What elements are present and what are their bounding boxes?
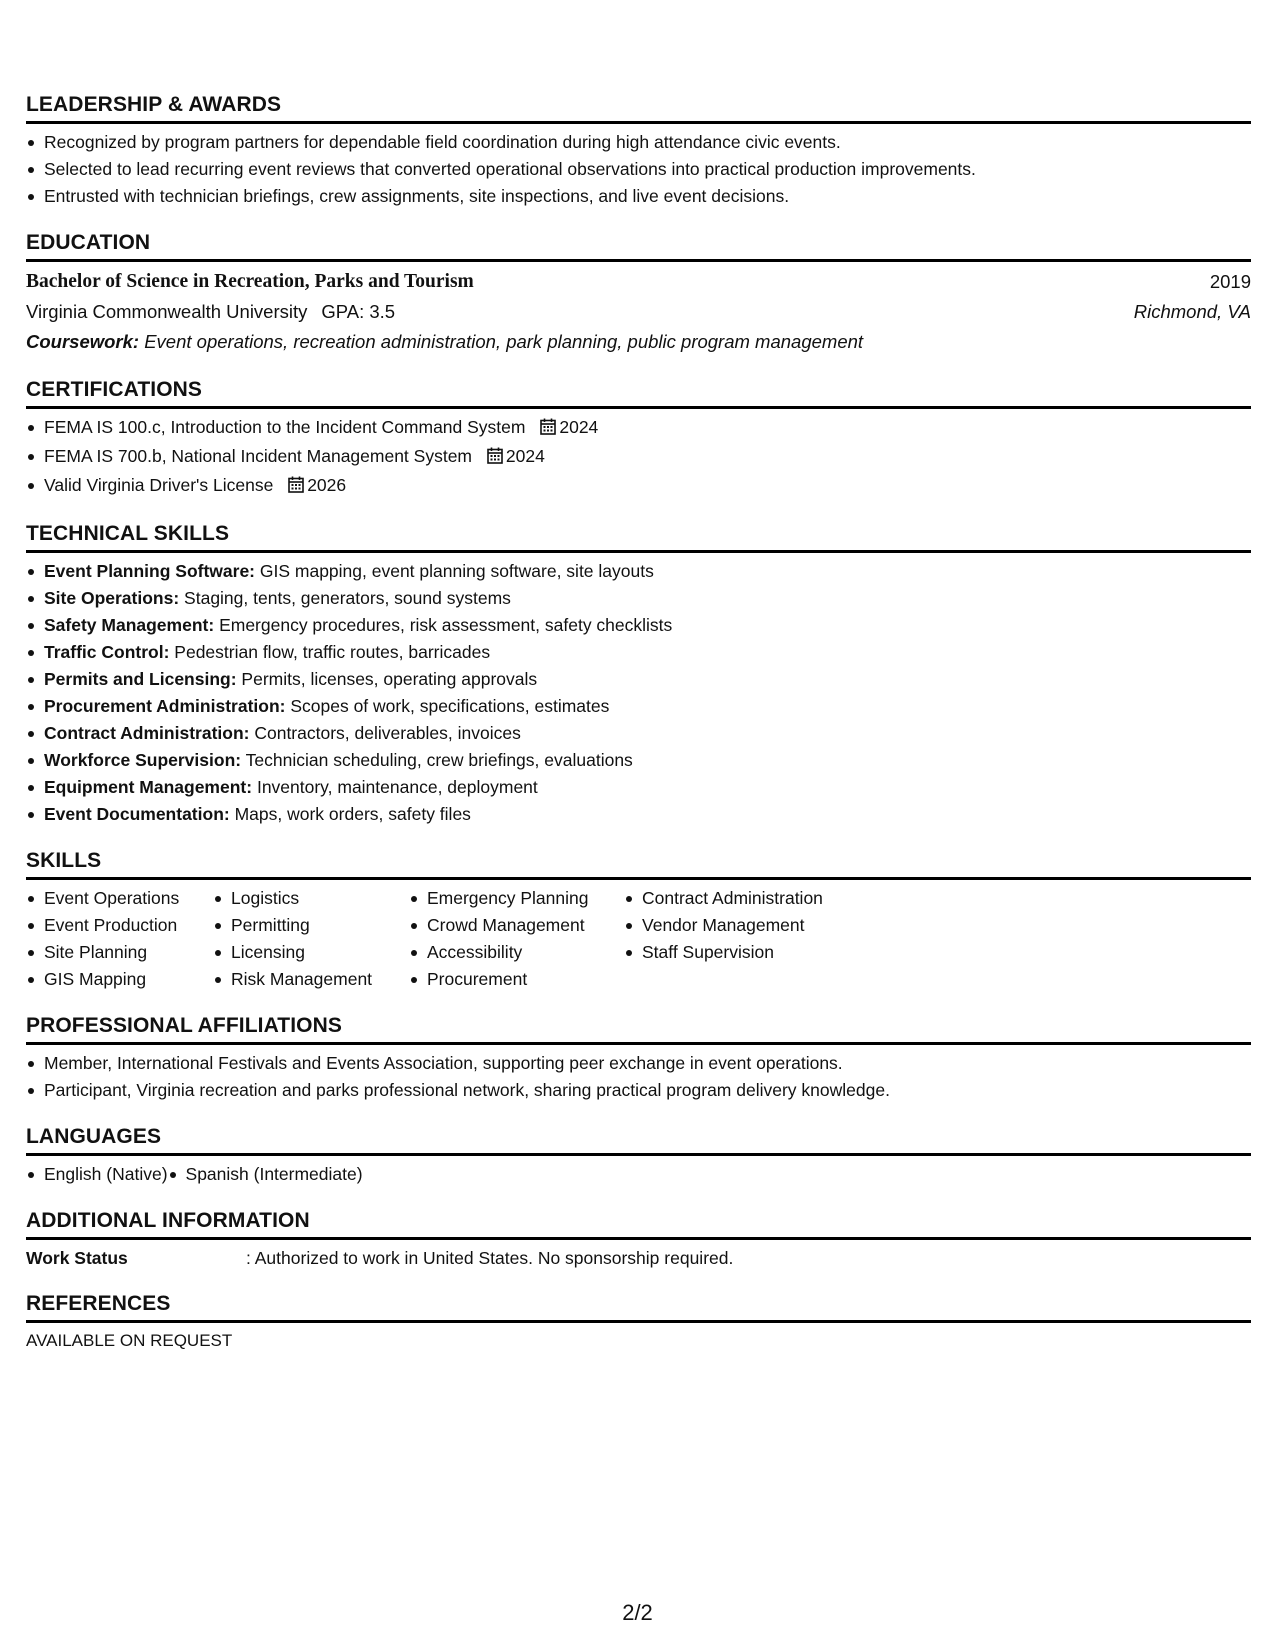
affiliations-list xyxy=(26,1050,1251,1104)
technical-skill-value: Staging, tents, generators, sound systems xyxy=(184,588,511,608)
work-status-value: : Authorized to work in United States. No sponsorship required. xyxy=(246,1248,734,1268)
skills-column xyxy=(213,885,409,993)
education-degree-row xyxy=(26,267,1251,297)
skill-item: Risk Management xyxy=(213,966,409,993)
degree-name: Bachelor of Science in Recreation, Parks and Tourism xyxy=(26,271,474,292)
technical-skill-label: Site Operations: xyxy=(44,588,180,608)
affiliation-item: Participant, Virginia recreation and parks professional network, sharing practical program delivery knowledge. xyxy=(26,1077,1251,1104)
resume-page xyxy=(26,92,1251,1374)
references-text: AVAILABLE ON REQUEST xyxy=(26,1331,233,1350)
coursework xyxy=(26,327,863,357)
technical-skill-item xyxy=(26,774,1251,801)
affiliations-title: PROFESSIONAL AFFILIATIONS xyxy=(26,1013,1251,1045)
languages-title: LANGUAGES xyxy=(26,1124,1251,1156)
technical-skill-value: Emergency procedures, risk assessment, safety checklists xyxy=(219,615,673,635)
technical-skill-label: Traffic Control: xyxy=(44,642,170,662)
skills-column xyxy=(409,885,624,993)
certification-year: 2024 xyxy=(505,446,545,466)
certification-item xyxy=(26,472,1251,501)
certification-name: FEMA IS 100.c, Introduction to the Incident Command System xyxy=(44,417,526,437)
technical-skill-item xyxy=(26,693,1251,720)
technical-skill-item xyxy=(26,612,1251,639)
technical-skill-label: Permits and Licensing: xyxy=(44,669,237,689)
gpa: GPA: 3.5 xyxy=(321,301,396,322)
skills-section xyxy=(26,848,1251,993)
technical-skill-value: Technician scheduling, crew briefings, evaluations xyxy=(245,750,633,770)
skills-title: SKILLS xyxy=(26,848,1251,880)
leadership-item: Selected to lead recurring event reviews that converted operational observations into practical production improvements. xyxy=(26,156,1251,183)
technical-skill-value: Permits, licenses, operating approvals xyxy=(241,669,538,689)
skill-item: Emergency Planning xyxy=(409,885,624,912)
calendar-icon xyxy=(288,474,304,501)
calendar-icon xyxy=(487,445,503,472)
coursework-row xyxy=(26,327,1251,357)
coursework-text: Event operations, recreation administration, park planning, public program management xyxy=(144,331,864,352)
skill-item: Accessibility xyxy=(409,939,624,966)
language-item: Spanish (Intermediate) xyxy=(168,1161,363,1188)
skill-item: Event Production xyxy=(26,912,213,939)
technical-skill-label: Equipment Management: xyxy=(44,777,253,797)
school-name: Virginia Commonwealth University xyxy=(26,301,308,322)
additional-info-title: ADDITIONAL INFORMATION xyxy=(26,1208,1251,1240)
skill-item: Permitting xyxy=(213,912,409,939)
skill-item: GIS Mapping xyxy=(26,966,213,993)
additional-info-section xyxy=(26,1208,1251,1271)
certifications-list xyxy=(26,414,1251,501)
skill-item: Crowd Management xyxy=(409,912,624,939)
technical-skill-value: Inventory, maintenance, deployment xyxy=(256,777,538,797)
technical-skill-value: Maps, work orders, safety files xyxy=(234,804,471,824)
language-item: English (Native) xyxy=(26,1161,168,1188)
technical-skill-label: Event Documentation: xyxy=(44,804,230,824)
school-location: Richmond, VA xyxy=(1133,301,1251,322)
skill-item: Staff Supervision xyxy=(624,939,884,966)
languages-list xyxy=(26,1161,1251,1188)
work-status-row xyxy=(26,1245,1251,1271)
skill-item: Procurement xyxy=(409,966,624,993)
calendar-icon xyxy=(540,416,556,443)
work-status-label: Work Status xyxy=(26,1248,128,1268)
certification-year: 2026 xyxy=(307,475,347,495)
skills-column xyxy=(26,885,213,993)
technical-skill-label: Event Planning Software: xyxy=(44,561,255,581)
skill-item: Logistics xyxy=(213,885,409,912)
technical-skill-label: Workforce Supervision: xyxy=(44,750,242,770)
references-section xyxy=(26,1291,1251,1354)
technical-skill-item xyxy=(26,720,1251,747)
technical-skill-label: Contract Administration: xyxy=(44,723,250,743)
technical-skill-value: Contractors, deliverables, invoices xyxy=(254,723,521,743)
leadership-item: Entrusted with technician briefings, crew assignments, site inspections, and live event decisions. xyxy=(26,183,1251,210)
graduation-year: 2019 xyxy=(1209,271,1251,292)
certifications-title: CERTIFICATIONS xyxy=(26,377,1251,409)
technical-skill-label: Procurement Administration: xyxy=(44,696,286,716)
skill-item: Licensing xyxy=(213,939,409,966)
education-section xyxy=(26,230,1251,357)
leadership-item: Recognized by program partners for dependable field coordination during high attendance civic events. xyxy=(26,129,1251,156)
certification-item xyxy=(26,443,1251,472)
coursework-label: Coursework: xyxy=(26,331,140,352)
technical-skill-item xyxy=(26,801,1251,828)
skills-grid xyxy=(26,885,1251,993)
certification-item xyxy=(26,414,1251,443)
leadership-section xyxy=(26,92,1251,210)
technical-skills-list xyxy=(26,558,1251,828)
technical-skill-label: Safety Management: xyxy=(44,615,215,635)
technical-skill-value: GIS mapping, event planning software, site layouts xyxy=(259,561,654,581)
technical-skills-title: TECHNICAL SKILLS xyxy=(26,521,1251,553)
languages-section xyxy=(26,1124,1251,1188)
school-info xyxy=(26,297,395,327)
technical-skill-item xyxy=(26,666,1251,693)
technical-skill-item xyxy=(26,585,1251,612)
skill-item: Contract Administration xyxy=(624,885,884,912)
technical-skill-value: Scopes of work, specifications, estimates xyxy=(290,696,610,716)
skills-column xyxy=(624,885,884,993)
references-title: REFERENCES xyxy=(26,1291,1251,1323)
education-title: EDUCATION xyxy=(26,230,1251,262)
page-number: 2/2 xyxy=(622,1600,653,1625)
leadership-title: LEADERSHIP & AWARDS xyxy=(26,92,1251,124)
education-school-row xyxy=(26,297,1251,327)
technical-skill-item xyxy=(26,747,1251,774)
affiliations-section xyxy=(26,1013,1251,1104)
certification-name: Valid Virginia Driver's License xyxy=(44,475,274,495)
affiliation-item: Member, International Festivals and Events Association, supporting peer exchange in event operations. xyxy=(26,1050,1251,1077)
leadership-list xyxy=(26,129,1251,210)
technical-skill-item xyxy=(26,639,1251,666)
certifications-section xyxy=(26,377,1251,501)
technical-skills-section xyxy=(26,521,1251,828)
skill-item: Vendor Management xyxy=(624,912,884,939)
technical-skill-value: Pedestrian flow, traffic routes, barricades xyxy=(174,642,491,662)
technical-skill-item xyxy=(26,558,1251,585)
skill-item: Site Planning xyxy=(26,939,213,966)
certification-year: 2024 xyxy=(559,417,599,437)
skill-item: Event Operations xyxy=(26,885,213,912)
certification-name: FEMA IS 700.b, National Incident Management System xyxy=(44,446,472,466)
